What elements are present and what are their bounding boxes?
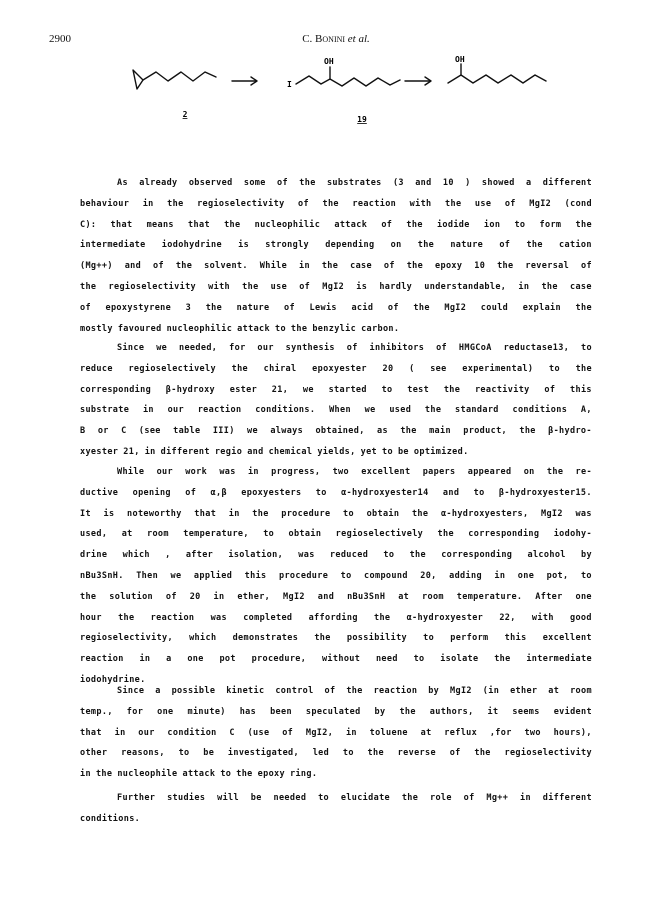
hydroxyl-label-2: OH xyxy=(455,55,465,64)
author-suffix: et al. xyxy=(345,33,370,45)
text-line: other reasons, to be investigated, led to the reverse of the regioselectivity xyxy=(80,748,592,759)
text-line: nBu3SnH. Then we applied this procedure to compound 20, adding in one pot, to xyxy=(80,571,592,581)
text-line: behaviour in the regioselectivity of the reaction with the use of MgI2 (cond xyxy=(80,198,592,209)
page-number: 2900 xyxy=(49,33,71,45)
text-line: reduce regioselectively the chiral epoxyester 20 ( see experimental) to the xyxy=(80,363,592,374)
text-line: temp., for one minute) has been speculated by the authors, it seems evident xyxy=(80,706,592,717)
text-line: reaction in a one pot procedure, without need to isolate the intermediate xyxy=(80,654,592,665)
compound-label-19: 19 xyxy=(357,115,367,124)
text-line: the regioselectivity with the use of MgI2 is hardly understandable, in the case xyxy=(80,282,592,292)
text-line: of epoxystyrene 3 the nature of Lewis acid of the MgI2 could explain the xyxy=(80,302,592,313)
text-line: drine which , after isolation, was reduced to the corresponding alcohol by xyxy=(80,550,592,561)
author-prefix: C. xyxy=(302,33,316,45)
text-line: corresponding β-hydroxy ester 21, we started to test the reactivity of this xyxy=(80,384,592,395)
text-line: substrate in our reaction conditions. When we used the standard conditions A, xyxy=(80,405,592,416)
text-line: Since a possible kinetic control of the reaction by MgI2 (in ether at room xyxy=(117,686,592,696)
text-line: xyester 21, in different regio and chemical yields, yet to be optimized. xyxy=(80,447,469,457)
text-line: C): that means that the nucleophilic attack of the iodide ion to form the xyxy=(80,219,592,230)
text-line: mostly favoured nucleophilic attack to the benzylic carbon. xyxy=(80,323,400,334)
text-line: As already observed some of the substrates (3 and 10 ) showed a different xyxy=(117,178,592,188)
text-line: Since we needed, for our synthesis of inhibitors of HMGCoA reductase13, to xyxy=(117,343,592,353)
text-line: (Mg++) and of the solvent. While in the case of the epoxy 10 the reversal of xyxy=(80,261,592,272)
compound-label-2: 2 xyxy=(182,110,188,119)
text-line: It is noteworthy that in the procedure to obtain the α-hydroxyesters, MgI2 was xyxy=(80,508,592,519)
text-line: that in our condition C (use of MgI2, in toluene at reflux ,for two hours), xyxy=(80,727,592,738)
text-line: Further studies will be needed to elucidate the role of Mg++ in different xyxy=(117,793,592,803)
author-name: Bonini xyxy=(315,33,346,45)
text-line: B or C (see table III) we always obtained, as the main product, the β-hydro- xyxy=(80,426,592,437)
text-line: used, at room temperature, to obtain regioselectively the corresponding iodohy- xyxy=(80,529,592,540)
text-line: hour the reaction was completed affording the α-hydroxyester 22, with good xyxy=(80,612,592,623)
halogen-label: I xyxy=(287,80,292,89)
text-line: ductive opening of α,β epoxyesters to α-hydroxyester14 and to β-hydroxyester15. xyxy=(80,487,592,498)
text-line: While our work was in progress, two excellent papers appeared on the re- xyxy=(117,467,592,477)
hydroxyl-label-1: OH xyxy=(324,57,334,66)
text-line: the solution of 20 in ether, MgI2 and nBu3SnH at room temperature. After one xyxy=(80,591,592,602)
text-line: conditions. xyxy=(80,813,141,824)
text-line: intermediate iodohydrine is strongly depending on the nature of the cation xyxy=(80,240,592,251)
text-line: regioselectivity, which demonstrates the possibility to perform this excellent xyxy=(80,633,592,644)
text-line: in the nucleophile attack to the epoxy ring. xyxy=(80,769,318,780)
text-line: iodohydrine. xyxy=(80,675,146,685)
